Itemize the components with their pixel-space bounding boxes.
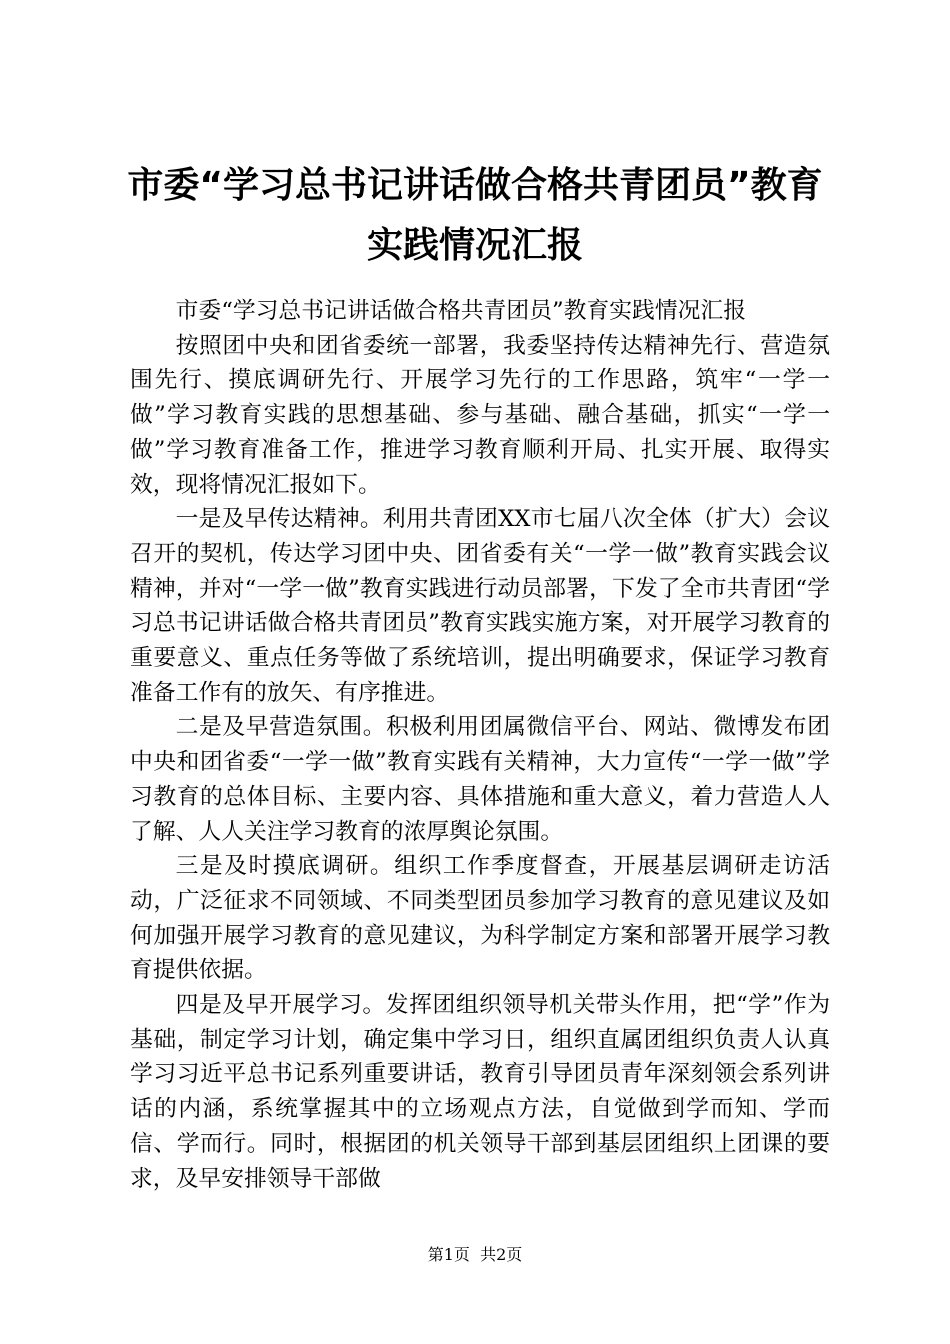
- page-number: 第1页: [427, 1245, 470, 1264]
- document-body: [130, 294, 830, 1196]
- paragraph-point-4: 四是及早开展学习。发挥团组织领导机关带头作用，把“学”作为基础，制定学习计划，确定集中学习日，组织直属团组织负责人认真学习习近平总书记系列重要讲话，教育引导团员青年深刻领会系列讲话的内涵，系统掌握其中的立场观点方法，自觉做到学而知、学而信、学而行。同时，根据团的机关领导干部到基层团组织上团课的要求，及早安排领导干部做: [130, 992, 830, 1192]
- paragraph-intro: 按照团中央和团省委统一部署，我委坚持传达精神先行、营造氛围先行、摸底调研先行、开展学习先行的工作思路，筑牢“一学一做”学习教育实践的思想基础、参与基础、融合基础，抓实“一学一做”学习教育准备工作，推进学习教育顺利开局、扎实开展、取得实效，现将情况汇报如下。: [130, 332, 830, 498]
- paragraph-point-2: 二是及早营造氛围。积极利用团属微信平台、网站、微博发布团中央和团省委“一学一做”教育实践有关精神，大力宣传“一学一做”学习教育的总体目标、主要内容、具体措施和重大意义，着力营造人人了解、人人关注学习教育的浓厚舆论氛围。: [130, 714, 830, 845]
- paragraph-point-1: 一是及早传达精神。利用共青团XX市七届八次全体（扩大）会议召开的契机，传达学习团中央、团省委有关“一学一做”教育实践会议精神，并对“一学一做”教育实践进行动员部署，下发了全市共青团“学习总书记讲话做合格共青团员”教育实践实施方案，对开展学习教育的重要意义、重点任务等做了系统培训，提出明确要求，保证学习教育准备工作有的放矢、有序推进。: [130, 506, 830, 706]
- title-line-1: 市委“学习总书记讲话做合格共青团员”教育: [127, 165, 823, 206]
- page-total: 共2页: [480, 1245, 523, 1264]
- paragraph-heading-repeat: 市委“学习总书记讲话做合格共青团员”教育实践情况汇报: [175, 298, 747, 324]
- paragraph-point-3: 三是及时摸底调研。组织工作季度督查，开展基层调研走访活动，广泛征求不同领域、不同类型团员参加学习教育的意见建议及如何加强开展学习教育的意见建议，为科学制定方案和部署开展学习教育提供依据。: [130, 853, 830, 984]
- title-line-2: 实践情况汇报: [366, 225, 583, 266]
- document-title: [118, 156, 832, 276]
- page-footer: [0, 1245, 950, 1265]
